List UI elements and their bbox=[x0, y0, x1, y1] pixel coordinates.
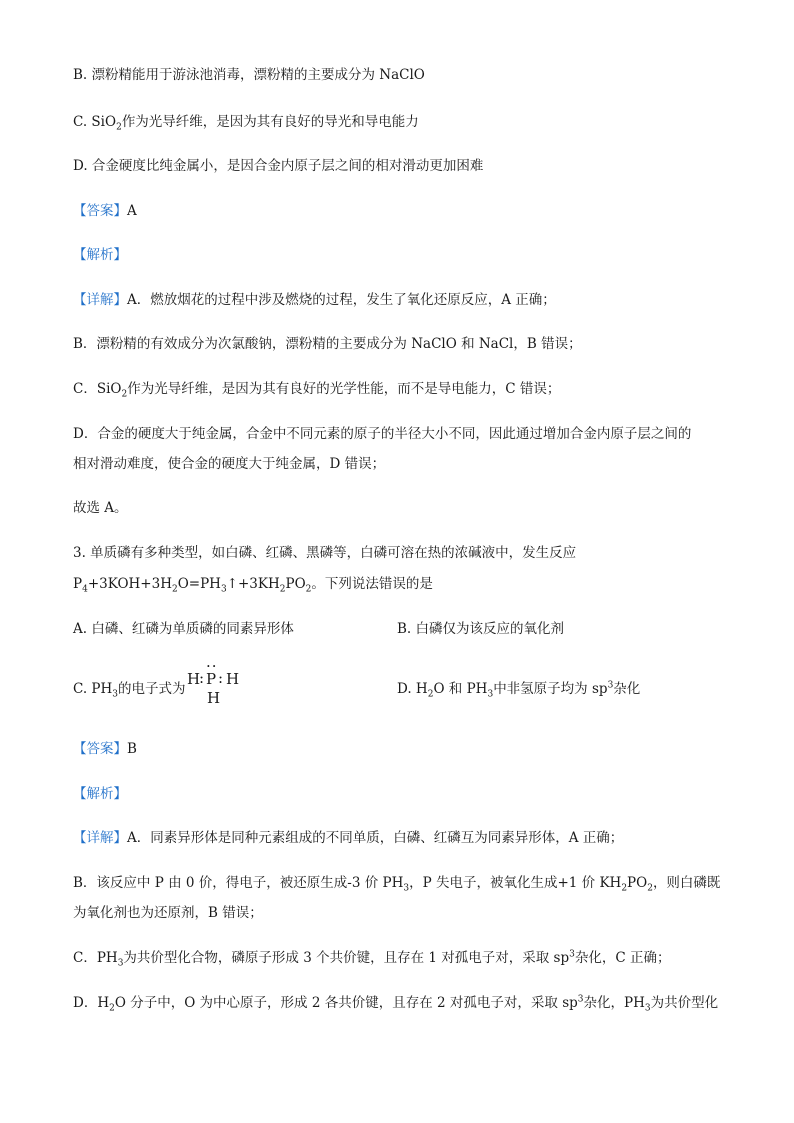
q3-equation bbox=[73, 575, 433, 593]
text: 作为光导纤维，是因为其有良好的导光和导电能力 bbox=[121, 114, 419, 130]
q3-detail-b-line2: 为氧化剂也为还原剂，B 错误； bbox=[73, 905, 263, 921]
text: B．该反应中 P 由 0 价，得电子，被还原生成-3 价 PH bbox=[73, 875, 404, 891]
q3-option-b: B. 白磷仅为该反应的氧化剂 bbox=[397, 621, 565, 637]
subscript: 3 bbox=[112, 689, 119, 700]
q3-option-c bbox=[73, 680, 186, 698]
answer-value: A bbox=[127, 203, 137, 219]
text: 作为光导纤维，是因为其有良好的光学性能，而不是导电能力，C 错误； bbox=[127, 381, 561, 397]
text: D. H bbox=[397, 681, 428, 697]
subscript: 3 bbox=[220, 584, 227, 595]
lewis-dots-right: : bbox=[218, 669, 224, 687]
detail-tag: 【详解】 bbox=[73, 292, 127, 308]
q2-conclusion: 故选 A。 bbox=[73, 500, 128, 516]
q3-detail-d bbox=[73, 994, 718, 1012]
q2-detail-a bbox=[73, 291, 556, 309]
text: 杂化 bbox=[613, 681, 641, 697]
answer-tag: 【答案】 bbox=[73, 741, 127, 757]
text: D．H bbox=[73, 995, 110, 1011]
superscript: 3 bbox=[569, 949, 575, 960]
q3-option-a: A. 白磷、红磷为单质磷的同素异形体 bbox=[73, 621, 294, 637]
q2-detail-d-line2: 相对滑动难度，使合金的硬度大于纯金属，D 错误； bbox=[73, 456, 386, 472]
subscript: 2 bbox=[427, 689, 434, 700]
subscript: 2 bbox=[647, 883, 653, 894]
text: C. PH bbox=[73, 681, 113, 697]
text: P bbox=[73, 576, 83, 592]
subscript: 3 bbox=[644, 1003, 651, 1014]
text: 杂化，PH bbox=[583, 995, 645, 1011]
subscript: 2 bbox=[621, 883, 628, 894]
q2-analysis-tag: 【解析】 bbox=[73, 247, 127, 263]
text: C. SiO bbox=[73, 114, 117, 130]
superscript: 3 bbox=[577, 994, 584, 1005]
q3-option-d bbox=[397, 680, 640, 698]
subscript: 2 bbox=[305, 584, 312, 595]
text: C．SiO bbox=[73, 381, 122, 397]
subscript: 2 bbox=[121, 389, 128, 400]
superscript: 3 bbox=[607, 680, 614, 691]
subscript: 3 bbox=[487, 689, 494, 700]
subscript: 3 bbox=[403, 883, 410, 894]
text: ，则白磷既 bbox=[652, 875, 721, 891]
detail-tag: 【详解】 bbox=[73, 830, 127, 846]
subscript: 3 bbox=[117, 958, 124, 969]
text: 。下列说法错误的是 bbox=[311, 576, 433, 592]
text: O 分子中，O 为中心原子，形成 2 各共价键，且存在 2 对孤电子对，采取 sp bbox=[114, 995, 578, 1011]
q3-stem-line1: 3. 单质磷有多种类型，如白磷、红磷、黑磷等，白磷可溶在热的浓碱液中，发生反应 bbox=[73, 545, 577, 561]
q2-option-c bbox=[73, 113, 419, 131]
q3-detail-a bbox=[73, 829, 623, 847]
answer-tag: 【答案】 bbox=[73, 203, 127, 219]
q3-answer bbox=[73, 740, 137, 758]
text: A．燃放烟花的过程中涉及燃烧的过程，发生了氧化还原反应，A 正确； bbox=[127, 292, 556, 308]
q3-detail-c bbox=[73, 949, 671, 967]
text: 为共价型化 bbox=[650, 995, 719, 1011]
subscript: 2 bbox=[279, 584, 286, 595]
lewis-h-bottom: H bbox=[207, 689, 221, 707]
q2-answer bbox=[73, 202, 137, 220]
text: O 和 PH bbox=[433, 681, 488, 697]
text: ↑+3KH bbox=[226, 576, 280, 592]
q2-option-b: B. 漂粉精能用于游泳池消毒，漂粉精的主要成分为 NaClO bbox=[73, 67, 425, 83]
text: C．PH bbox=[73, 950, 118, 966]
text: O=PH bbox=[177, 576, 221, 592]
q2-detail-d-line1: D．合金的硬度大于纯金属，合金中不同元素的原子的半径大小不同，因此通过增加合金内原子层之间的 bbox=[73, 426, 692, 442]
lewis-dots-left: : bbox=[199, 669, 205, 687]
lewis-dots-top: ·· bbox=[206, 657, 218, 675]
text: +3KOH+3H bbox=[87, 576, 172, 592]
text: PO bbox=[627, 875, 648, 891]
q2-detail-b: B．漂粉精的有效成分为次氯酸钠，漂粉精的主要成分为 NaClO 和 NaCl，B 错误； bbox=[73, 336, 582, 352]
text: 杂化，C 正确； bbox=[574, 950, 671, 966]
q2-detail-c bbox=[73, 380, 560, 398]
subscript: 2 bbox=[109, 1003, 115, 1014]
text: ，P 失电子，被氧化生成+1 价 KH bbox=[409, 875, 622, 891]
q3-analysis-tag: 【解析】 bbox=[73, 786, 127, 802]
subscript: 4 bbox=[82, 584, 88, 595]
lewis-p: P bbox=[206, 670, 217, 688]
text: 中非氢原子均为 sp bbox=[493, 681, 608, 697]
lewis-h-right: H bbox=[226, 670, 240, 688]
text: 的电子式为 bbox=[118, 681, 186, 697]
subscript: 2 bbox=[171, 584, 178, 595]
text: PO bbox=[285, 576, 306, 592]
answer-value: B bbox=[127, 741, 137, 757]
q3-detail-b-line1 bbox=[73, 874, 720, 892]
q2-option-d: D. 合金硬度比纯金属小，是因合金内原子层之间的相对滑动更加困难 bbox=[73, 158, 484, 174]
text: A．同素异形体是同种元素组成的不同单质，白磷、红磷互为同素异形体，A 正确； bbox=[127, 830, 624, 846]
text: 为共价型化合物，磷原子形成 3 个共价键，且存在 1 对孤电子对，采取 sp bbox=[123, 950, 570, 966]
subscript: 2 bbox=[116, 122, 122, 133]
ph3-lewis-structure bbox=[186, 657, 246, 707]
lewis-h-left: H bbox=[187, 670, 201, 688]
